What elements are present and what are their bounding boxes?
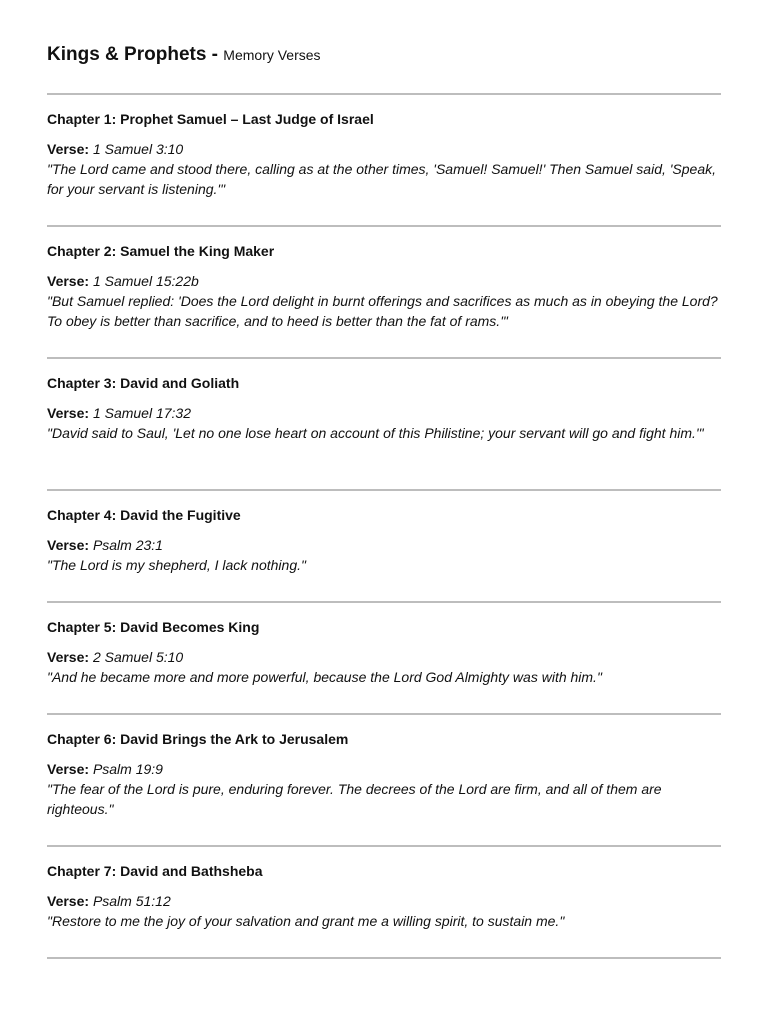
chapter-title: Chapter 2: Samuel the King Maker xyxy=(47,243,275,259)
verse-label: Verse: xyxy=(47,537,90,553)
verse-text: "The Lord is my shepherd, I lack nothing." xyxy=(47,557,306,573)
chapter-7 xyxy=(47,847,721,959)
verse-label: Verse: xyxy=(47,893,90,909)
chapter-2 xyxy=(47,227,721,359)
verse-label: Verse: xyxy=(47,649,90,665)
chapter-title: Chapter 6: David Brings the Ark to Jerusalem xyxy=(47,731,349,747)
verse-line xyxy=(47,759,721,779)
chapter-5 xyxy=(47,603,721,715)
chapter-title: Chapter 4: David the Fugitive xyxy=(47,507,241,523)
verse-label: Verse: xyxy=(47,273,90,289)
chapter-title: Chapter 5: David Becomes King xyxy=(47,619,260,635)
chapter-1 xyxy=(47,95,721,227)
verse-reference: Psalm 51:12 xyxy=(92,893,171,909)
verse-line xyxy=(47,891,721,911)
verse-line xyxy=(47,271,721,291)
verse-reference: 1 Samuel 15:22b xyxy=(92,273,199,289)
verse-line xyxy=(47,535,721,555)
page-title xyxy=(47,42,721,68)
chapter-3 xyxy=(47,359,721,491)
verse-text: "But Samuel replied: 'Does the Lord delight in burnt offerings and sacrifices as much as in obeying the Lord? To obey is better than sacrifice, and to heed is better than the fat of rams.'" xyxy=(47,293,718,329)
verse-label: Verse: xyxy=(47,405,90,421)
verse-text: "David said to Saul, 'Let no one lose heart on account of this Philistine; your servant will go and fight him.'" xyxy=(47,425,704,441)
verse-line xyxy=(47,139,721,159)
document-header xyxy=(47,42,721,95)
verse-reference: Psalm 19:9 xyxy=(92,761,163,777)
verse-text: "And he became more and more powerful, because the Lord God Almighty was with him." xyxy=(47,669,602,685)
verse-reference: Psalm 23:1 xyxy=(92,537,163,553)
chapter-title: Chapter 1: Prophet Samuel – Last Judge of Israel xyxy=(47,111,374,127)
verse-label: Verse: xyxy=(47,141,90,157)
verse-reference: 2 Samuel 5:10 xyxy=(92,649,184,665)
page-title-text: Kings & Prophets - xyxy=(47,44,219,65)
chapter-6 xyxy=(47,715,721,847)
verse-reference: 1 Samuel 17:32 xyxy=(92,405,192,421)
verse-line xyxy=(47,647,721,667)
verse-text: "The Lord came and stood there, calling as at the other times, 'Samuel! Samuel!' Then Samuel said, 'Speak, for your servant is listening.'" xyxy=(47,161,717,197)
verse-text: "Restore to me the joy of your salvation and grant me a willing spirit, to sustain me." xyxy=(47,913,565,929)
verse-label: Verse: xyxy=(47,761,90,777)
verse-line xyxy=(47,403,721,423)
chapter-title: Chapter 7: David and Bathsheba xyxy=(47,863,263,879)
chapter-4 xyxy=(47,491,721,603)
page-subtitle: Memory Verses xyxy=(223,47,321,63)
chapter-title: Chapter 3: David and Goliath xyxy=(47,375,240,391)
verse-text: "The fear of the Lord is pure, enduring forever. The decrees of the Lord are firm, and all of them are righteous." xyxy=(47,781,662,817)
verse-reference: 1 Samuel 3:10 xyxy=(92,141,184,157)
